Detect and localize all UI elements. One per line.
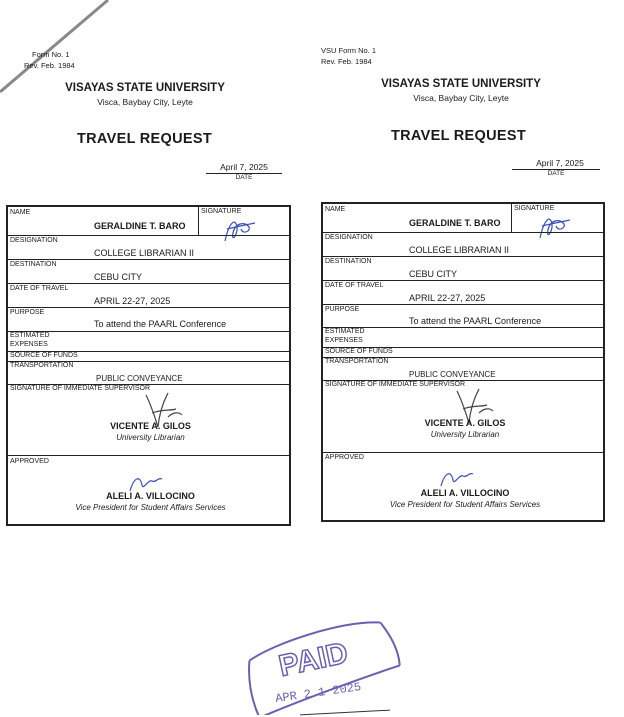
transportation-label: TRANSPORTATION: [325, 358, 389, 365]
form-number: VSU Form No. 1: [321, 46, 377, 55]
transportation-label: TRANSPORTATION: [10, 362, 74, 369]
purpose-label: PURPOSE: [10, 309, 45, 316]
university-name: VISAYAS STATE UNIVERSITY: [381, 78, 541, 90]
supervisor-title: University Librarian: [116, 433, 185, 442]
date-of-travel-value: APRIL 22-27, 2025: [409, 293, 486, 303]
approver-title: Vice President for Student Affairs Services: [75, 503, 226, 512]
supervisor-signature-label: SIGNATURE OF IMMEDIATE SUPERVISOR: [325, 381, 466, 388]
supervisor-name: VICENTE A. GILOS: [110, 421, 191, 431]
row-divider: [8, 259, 289, 260]
row-divider: [323, 256, 603, 257]
form-title: TRAVEL REQUEST: [391, 128, 526, 144]
purpose-value: To attend the PAARL Conference: [94, 319, 227, 329]
date-label: DATE: [235, 174, 253, 181]
university-address: Visca, Baybay City, Leyte: [97, 97, 193, 107]
signature-cell: [198, 207, 242, 235]
row-divider: [8, 331, 289, 332]
approver-name: ALELI A. VILLOCINO: [420, 488, 510, 498]
date-of-travel-value: APRIL 22-27, 2025: [94, 296, 171, 306]
estimated-label: ESTIMATED: [10, 332, 50, 339]
traveler-signature: [534, 210, 574, 244]
date-label: DATE: [547, 170, 565, 177]
supervisor-name: VICENTE A. GILOS: [424, 418, 506, 428]
travel-request-table: [6, 205, 291, 526]
destination-value: CEBU CITY: [94, 272, 143, 282]
form-revision: Rev. Feb. 1984: [24, 61, 75, 70]
source-of-funds-label: SOURCE OF FUNDS: [325, 348, 393, 355]
purpose-label: PURPOSE: [325, 306, 360, 313]
traveler-name: GERALDINE T. BARO: [94, 221, 186, 231]
approver-name: ALELI A. VILLOCINO: [106, 491, 195, 501]
name-label: NAME: [325, 206, 346, 213]
designation-label: DESIGNATION: [10, 237, 58, 244]
purpose-value: To attend the PAARL Conference: [409, 316, 542, 326]
designation-value: COLLEGE LIBRARIAN II: [94, 248, 195, 258]
signature-label: SIGNATURE: [514, 205, 555, 212]
supervisor-title: University Librarian: [430, 430, 500, 439]
row-divider: [323, 452, 603, 453]
form-number: Form No. 1: [32, 50, 70, 59]
traveler-name: GERALDINE T. BARO: [409, 218, 501, 228]
request-date: April 7, 2025: [220, 162, 268, 172]
university-name: VISAYAS STATE UNIVERSITY: [65, 82, 225, 94]
date-of-travel-label: DATE OF TRAVEL: [10, 285, 69, 292]
name-label: NAME: [10, 209, 31, 216]
row-divider: [323, 280, 603, 281]
approver-title: Vice President for Student Affairs Services: [389, 500, 541, 509]
signature-cell: [511, 204, 555, 232]
row-divider: [8, 283, 289, 284]
row-divider: [323, 304, 603, 305]
row-divider: [323, 232, 603, 233]
stamp-word: PAID: [275, 636, 351, 684]
request-date: April 7, 2025: [536, 158, 584, 168]
designation-value: COLLEGE LIBRARIAN II: [409, 245, 510, 255]
designation-label: DESIGNATION: [325, 234, 373, 241]
date-of-travel-label: DATE OF TRAVEL: [325, 282, 384, 289]
source-of-funds-label: SOURCE OF FUNDS: [10, 352, 78, 359]
estimated-label: ESTIMATED: [325, 328, 365, 335]
paid-stamp: [240, 615, 410, 715]
destination-label: DESTINATION: [325, 258, 372, 265]
form-title: TRAVEL REQUEST: [77, 131, 212, 147]
row-divider: [8, 235, 289, 236]
expenses-label: EXPENSES: [10, 341, 48, 348]
transportation-value: PUBLIC CONVEYANCE: [96, 374, 183, 383]
form-revision: Rev. Feb. 1984: [321, 57, 372, 66]
university-address: Visca, Baybay City, Leyte: [413, 93, 509, 103]
approved-label: APPROVED: [10, 458, 49, 465]
row-divider: [323, 327, 603, 328]
destination-value: CEBU CITY: [409, 269, 458, 279]
signature-label: SIGNATURE: [201, 208, 242, 215]
stamp-date: APR 2 1 2025: [274, 680, 363, 706]
destination-label: DESTINATION: [10, 261, 57, 268]
expenses-label: EXPENSES: [325, 337, 363, 344]
travel-request-table: [321, 202, 605, 522]
row-divider: [8, 455, 289, 456]
traveler-signature: [219, 213, 259, 247]
row-divider: [8, 307, 289, 308]
supervisor-signature-label: SIGNATURE OF IMMEDIATE SUPERVISOR: [10, 385, 151, 392]
transportation-value: PUBLIC CONVEYANCE: [409, 370, 496, 379]
approved-label: APPROVED: [325, 454, 364, 461]
